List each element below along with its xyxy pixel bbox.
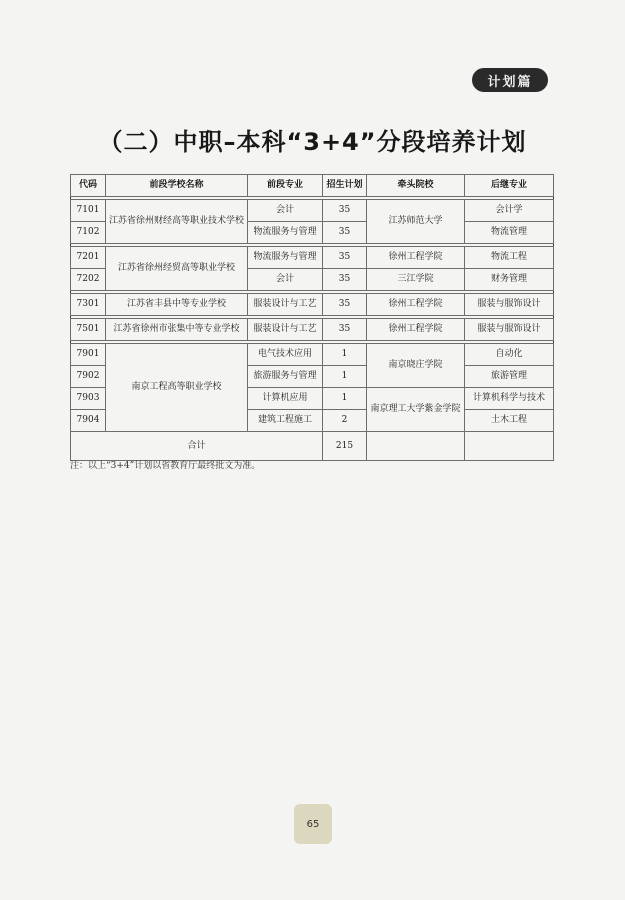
table-row [71,344,554,366]
cell-plan: 35 [323,247,367,269]
table-total-row [71,432,554,461]
cell-code: 7101 [71,200,106,222]
cell-major: 物流服务与管理 [248,222,323,244]
cell-major: 物流服务与管理 [248,247,323,269]
cell-code: 7102 [71,222,106,244]
cell-next: 计算机科学与技术 [465,388,554,410]
cell-major: 服装设计与工艺 [248,319,323,341]
cell-plan: 35 [323,269,367,291]
section-title: （二）中职–本科“3+4”分段培养计划 [98,128,527,156]
table-row [71,319,554,341]
total-empty-lead [367,432,465,461]
cell-next: 服装与服饰设计 [465,319,554,341]
cell-code: 7202 [71,269,106,291]
cell-code: 7301 [71,294,106,316]
table-header-row [71,175,554,197]
cell-next: 会计学 [465,200,554,222]
cell-next: 物流工程 [465,247,554,269]
cell-major: 电气技术应用 [248,344,323,366]
cell-major: 服装设计与工艺 [248,294,323,316]
cell-next: 土木工程 [465,410,554,432]
header-lead: 牵头院校 [367,175,465,197]
cell-plan: 1 [323,366,367,388]
total-value: 215 [323,432,367,461]
cell-major: 建筑工程施工 [248,410,323,432]
cell-plan: 2 [323,410,367,432]
cell-major: 会计 [248,269,323,291]
cell-code: 7501 [71,319,106,341]
cell-next: 财务管理 [465,269,554,291]
total-empty-next [465,432,554,461]
cell-school: 江苏省徐州财经高等职业技术学校 [106,200,248,244]
cell-lead: 徐州工程学院 [367,294,465,316]
cell-code: 7901 [71,344,106,366]
table-row [71,200,554,222]
cell-plan: 35 [323,200,367,222]
table-row [71,247,554,269]
header-next: 后继专业 [465,175,554,197]
plan-table [70,174,554,461]
header-school: 前段学校名称 [106,175,248,197]
cell-major: 旅游服务与管理 [248,366,323,388]
cell-next: 自动化 [465,344,554,366]
cell-lead: 南京晓庄学院 [367,344,465,388]
cell-lead: 徐州工程学院 [367,247,465,269]
cell-lead: 三江学院 [367,269,465,291]
cell-plan: 35 [323,319,367,341]
cell-school: 江苏省丰县中等专业学校 [106,294,248,316]
cell-next: 旅游管理 [465,366,554,388]
page-number: 65 [294,804,332,844]
section-badge: 计划篇 [472,68,548,92]
cell-major: 计算机应用 [248,388,323,410]
cell-lead: 徐州工程学院 [367,319,465,341]
cell-next: 服装与服饰设计 [465,294,554,316]
cell-next: 物流管理 [465,222,554,244]
cell-plan: 1 [323,388,367,410]
cell-plan: 35 [323,222,367,244]
cell-school: 南京工程高等职业学校 [106,344,248,432]
cell-code: 7902 [71,366,106,388]
cell-school: 江苏省徐州经贸高等职业学校 [106,247,248,291]
cell-code: 7903 [71,388,106,410]
cell-code: 7904 [71,410,106,432]
header-major: 前段专业 [248,175,323,197]
cell-lead: 南京理工大学紫金学院 [367,388,465,432]
cell-code: 7201 [71,247,106,269]
cell-plan: 35 [323,294,367,316]
cell-major: 会计 [248,200,323,222]
header-plan: 招生计划 [323,175,367,197]
header-code: 代码 [71,175,106,197]
cell-plan: 1 [323,344,367,366]
footnote: 注：以上“3+4”计划以省教育厅最终批文为准。 [70,461,261,471]
total-label: 合计 [71,432,323,461]
cell-lead: 江苏师范大学 [367,200,465,244]
cell-school: 江苏省徐州市张集中等专业学校 [106,319,248,341]
table-row [71,294,554,316]
